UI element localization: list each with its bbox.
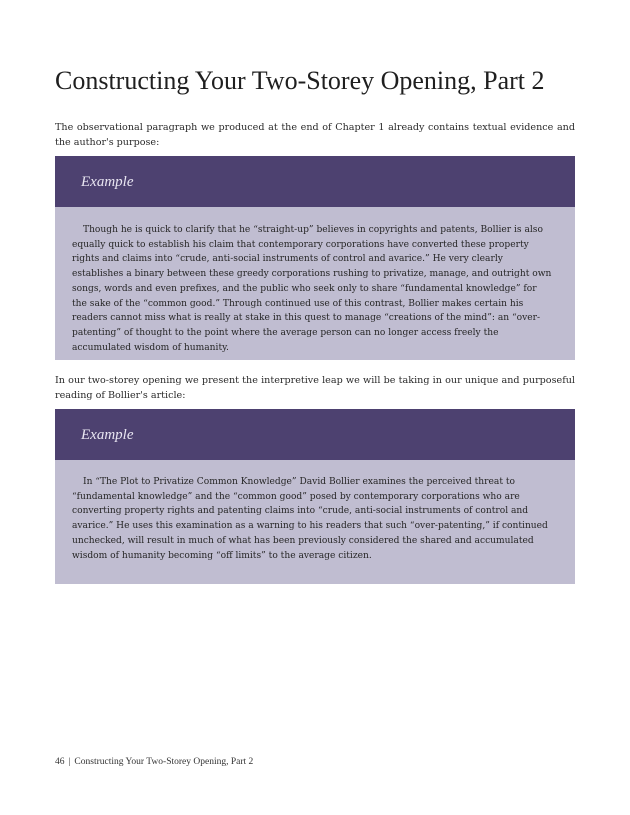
example-text-2: In “The Plot to Privatize Common Knowledge” David Bollier examines the perceived threat to “fundamental knowledge” and the “common good” posed by contemporary corporations who are converting property rights and patenting claims into “crude, anti-social instruments of control and avarice.” He uses this examination as a warning to his readers that such “over-patenting,” if continued unchecked, will result in much of what has been previously considered the shared and accumulated wisdom of humanity becoming “off limits” to the average citizen.: [72, 477, 548, 561]
intro-paragraph: The observational paragraph we produced at the end of Chapter 1 already contains textual evidence and the author's purpose:: [55, 122, 575, 148]
running-title: Constructing Your Two-Storey Opening, Part 2: [74, 757, 254, 767]
example-text-1: Though he is quick to clarify that he “straight-up” believes in copyrights and patents, Bollier is also equally quick to establish his claim that contemporary corporations have converted these property rights and claims into “crude, anti-social instruments of control and avarice.” He very clearly establishes a binary between these greedy corporations rushing to privatize, manage, and outright own songs, words and even prefixes, and the public who seek only to share “fundamental knowledge” for the sake of the “common good.” Through continued use of this contrast, Bollier makes certain his readers cannot miss what is really at stake in this quest to manage “creations of the mind”: an “over-patenting” of thought to the point where the average person can no longer access freely the accumulated wisdom of humanity.: [72, 225, 552, 353]
middle-paragraph: In our two-storey opening we present the interpretive leap we will be taking in our unique and purposeful reading of Bollier's article:: [55, 375, 575, 401]
example-header-2: [55, 409, 575, 460]
footer-separator: |: [68, 757, 71, 767]
example-label-2: Example: [81, 427, 134, 443]
page-footer: [55, 756, 253, 768]
page-number: 46: [55, 757, 65, 767]
example-box-1: [55, 156, 575, 360]
example-label-1: Example: [81, 174, 134, 190]
example-box-2: [55, 409, 575, 584]
page-title: Constructing Your Two-Storey Opening, Part 2: [55, 66, 545, 95]
example-header-1: [55, 156, 575, 207]
